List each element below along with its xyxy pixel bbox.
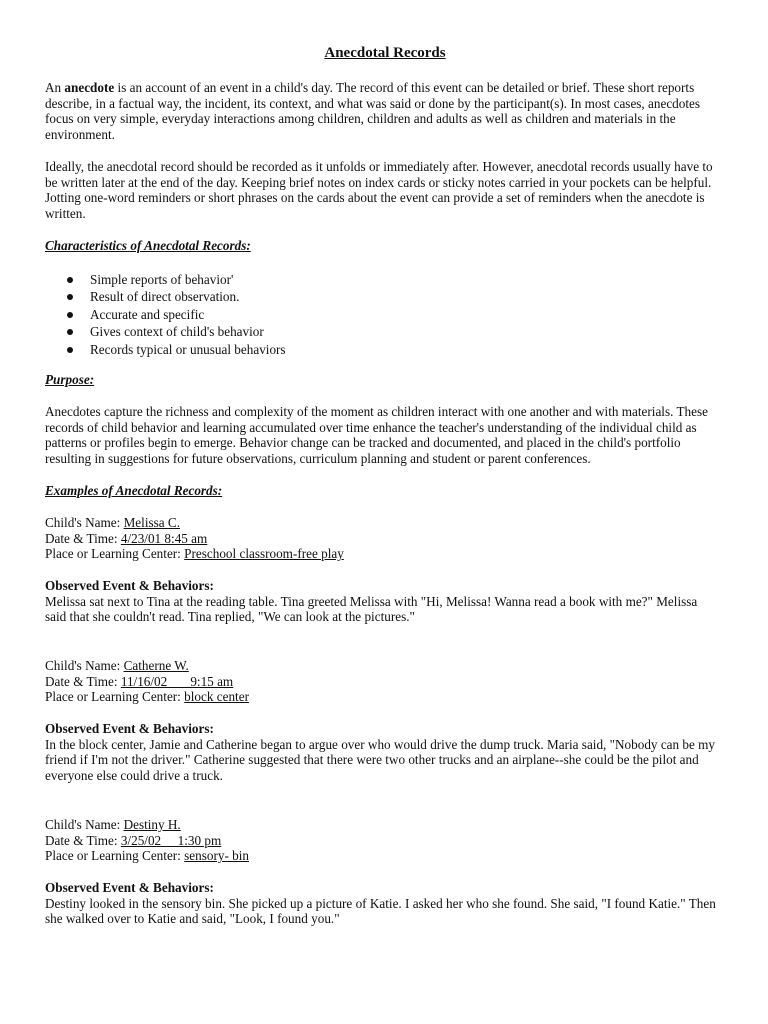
- observation-block: [45, 880, 721, 927]
- date-time: 4/23/01 8:45 am: [120, 530, 208, 546]
- bullet-icon: [67, 312, 73, 318]
- list-item: Result of direct observation.: [45, 289, 721, 306]
- anecdotal-record: [45, 817, 721, 864]
- name-label: Child's Name:: [45, 515, 124, 530]
- anecdotal-record: [45, 658, 721, 705]
- date-time: 11/16/02 9:15 am: [120, 673, 234, 689]
- list-item: Accurate and specific: [45, 307, 721, 324]
- place-label: Place or Learning Center:: [45, 848, 185, 864]
- place-label: Place or Learning Center:: [45, 546, 185, 562]
- name-label: Child's Name:: [45, 817, 124, 832]
- observed-label: Observed Event & Behaviors:: [45, 578, 214, 593]
- list-item: Records typical or unusual behaviors: [45, 342, 721, 359]
- place: block center: [184, 689, 249, 705]
- date-label: Date & Time:: [45, 673, 121, 689]
- intro-lead: An: [45, 80, 65, 95]
- bullet-icon: [67, 277, 73, 283]
- observed-label: Observed Event & Behaviors:: [45, 880, 214, 895]
- intro-rest: is an account of an event in a child's day. The record of this event can be detailed or brief. These short reports describe, in a factual way, the incident, its context, and what was said or done by the participant(s). In most cases, anecdotes focus on very simple, everyday interactions among children, children and adults as well as children and materials in the environment.: [45, 80, 701, 142]
- name-label: Child's Name:: [45, 658, 124, 673]
- list-item: Gives context of child's behavior: [45, 324, 721, 341]
- anecdotal-record: [45, 515, 721, 562]
- observation-block: [45, 578, 721, 625]
- child-name: Catherne W.: [123, 658, 189, 673]
- child-name: Melissa C.: [123, 515, 180, 530]
- characteristics-heading: Characteristics of Anecdotal Records:: [45, 238, 251, 253]
- purpose-paragraph: [45, 404, 721, 466]
- observation-text: In the block center, Jamie and Catherine began to argue over who would drive the dump truck. Maria said, "Nobody can be my friend if I'm not the driver." Catherine suggested that there were two other trucks and an airplane--she could be the pilot and everyone else could drive a truck.: [45, 736, 716, 783]
- characteristics-section: [45, 238, 721, 254]
- intro-paragraph: [45, 80, 721, 142]
- place-label: Place or Learning Center:: [45, 689, 185, 705]
- examples-heading: Examples of Anecdotal Records:: [45, 483, 223, 498]
- list-item: Simple reports of behavior': [45, 272, 721, 289]
- observation-block: [45, 721, 721, 783]
- bullet-icon: [67, 294, 73, 300]
- ideally-text: Ideally, the anecdotal record should be recorded as it unfolds or immediately after. However, anecdotal records usually have to be written later at the end of the day. Keeping brief notes on index cards or sticky notes carried in your pockets can be helpful. Jotting one-word reminders or short phrases on the cards about the event can provide a set of reminders when the anecdote is written.: [45, 159, 713, 221]
- examples-section: [45, 483, 721, 499]
- bullet-icon: [67, 329, 73, 335]
- date-time: 3/25/02 1:30 pm: [120, 832, 222, 848]
- child-name: Destiny H.: [123, 817, 181, 832]
- document-title: Anecdotal Records: [324, 45, 446, 61]
- observed-label: Observed Event & Behaviors:: [45, 721, 214, 736]
- characteristics-list: [45, 272, 721, 359]
- bullet-icon: [67, 347, 73, 353]
- purpose-heading: Purpose:: [45, 372, 95, 387]
- purpose-section: [45, 372, 721, 388]
- place: sensory- bin: [184, 848, 249, 864]
- anecdote-term: anecdote: [64, 80, 115, 95]
- place: Preschool classroom-free play: [184, 546, 344, 562]
- ideally-paragraph: [45, 159, 721, 221]
- date-label: Date & Time:: [45, 530, 121, 546]
- date-label: Date & Time:: [45, 832, 121, 848]
- observation-text: Destiny looked in the sensory bin. She picked up a picture of Katie. I asked her who she found. She said, "I found Katie." Then she walked over to Katie and said, "Look, I found you.": [45, 895, 716, 927]
- observation-text: Melissa sat next to Tina at the reading table. Tina greeted Melissa with "Hi, Melissa! Wanna read a book with me?" Melissa said that she couldn't read. Tina replied, "We can look at the pictures.": [45, 593, 698, 625]
- purpose-text: Anecdotes capture the richness and complexity of the moment as children interact with one another and with materials. These records of child behavior and learning accumulated over time enhance the teacher's understanding of the individual child as patterns or profiles begin to emerge. Behavior change can be tracked and documented, and placed in the child's portfolio resulting in suggestions for future observations, curriculum planning and student or parent conferences.: [45, 404, 708, 466]
